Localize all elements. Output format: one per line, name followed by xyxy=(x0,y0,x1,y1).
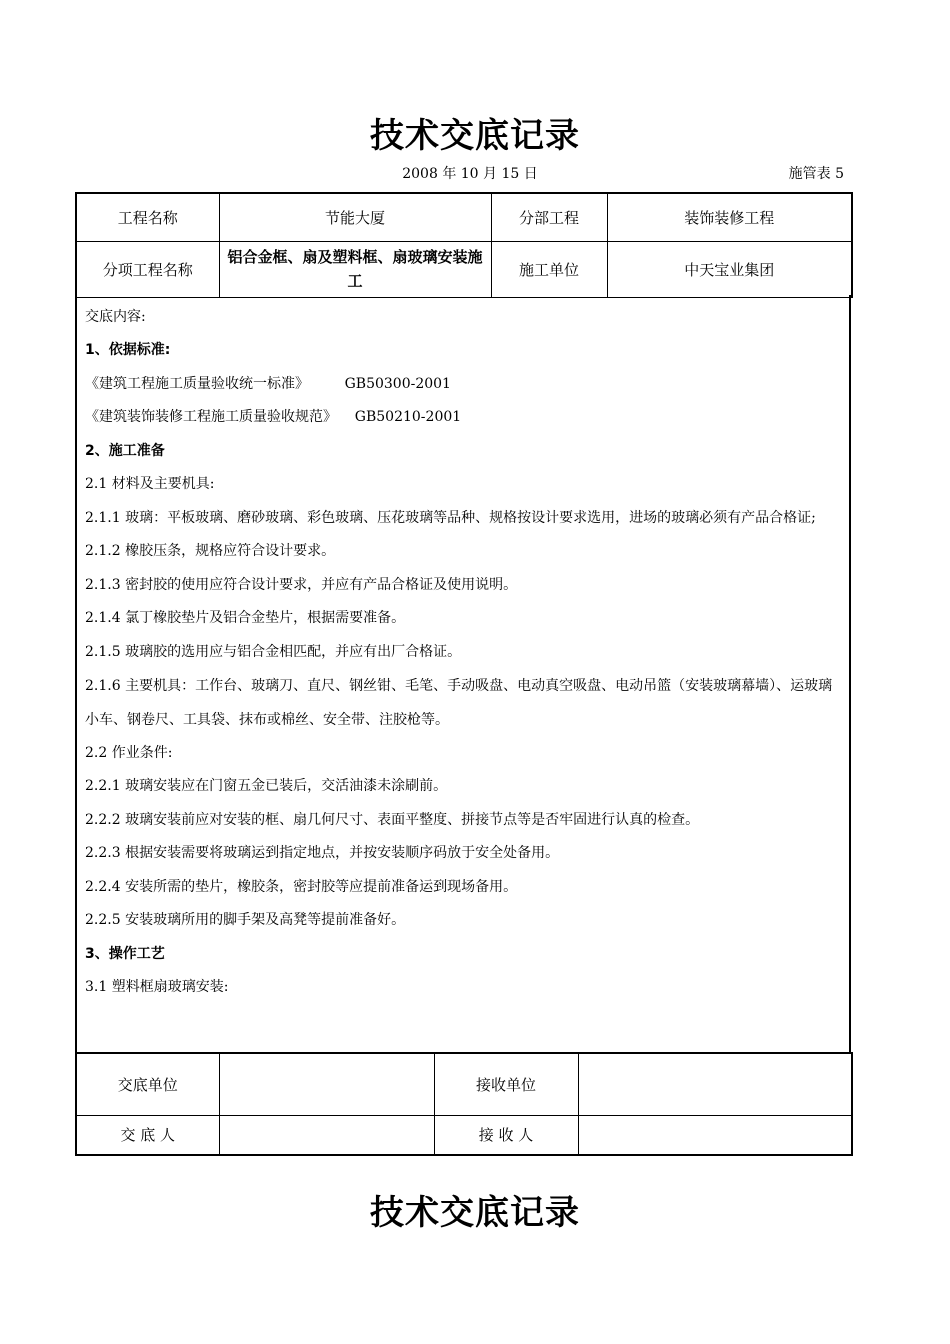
content-line: 2.1.5 玻璃胶的选用应与铝合金相匹配，并应有出厂合格证。 xyxy=(85,643,462,660)
content-heading: 交底内容: xyxy=(85,309,146,325)
document-title: 技术交底记录 xyxy=(370,116,580,156)
receiver-unit-field[interactable] xyxy=(578,1053,852,1115)
issuer-unit-label: 交底单位 xyxy=(76,1053,219,1115)
project-name-label: 工程名称 xyxy=(76,193,219,241)
section-heading: 1、依据标准: xyxy=(85,342,171,359)
header-table xyxy=(75,192,853,298)
division-value: 装饰装修工程 xyxy=(607,193,852,241)
signature-table xyxy=(75,1052,853,1156)
content-line: 2.2.5 安装玻璃所用的脚手架及高凳等提前准备好。 xyxy=(85,912,406,929)
issuer-person-label: 交 底 人 xyxy=(76,1115,219,1155)
content-line: 2.2.2 玻璃安装前应对安装的框、扇几何尺寸、表面平整度、拼接节点等是否牢固进行认真的检查。 xyxy=(85,811,700,828)
section-heading: 3、操作工艺 xyxy=(85,945,165,962)
receiver-person-label: 接 收 人 xyxy=(434,1115,578,1155)
content-line: 2.1.1 玻璃：平板玻璃、磨砂玻璃、彩色玻璃、压花玻璃等品种、规格按设计要求选用，进场的玻璃必须有产品合格证; xyxy=(85,510,816,527)
section-heading: 2、施工准备 xyxy=(85,442,165,459)
receiver-person-field[interactable] xyxy=(578,1115,852,1155)
content-line: 2.1.6 主要机具：工作台、玻璃刀、直尺、钢丝钳、毛笔、手动吸盘、电动真空吸盘、电动吊篮（安装玻璃幕墙）、运玻璃小车、钢卷尺、工具袋、抹布或棉丝、安全带、注胶枪等。 xyxy=(85,678,833,729)
content-line: 2.1.4 氯丁橡胶垫片及铝合金垫片，根据需要准备。 xyxy=(85,610,406,627)
division-label: 分部工程 xyxy=(491,193,607,241)
content-line: 2.2.3 根据安装需要将玻璃运到指定地点，并按安装顺序码放于安全处备用。 xyxy=(85,845,560,862)
contractor-label: 施工单位 xyxy=(491,241,607,297)
receiver-unit-label: 接收单位 xyxy=(434,1053,578,1115)
project-name-value: 节能大厦 xyxy=(219,193,491,241)
document-date: 2008 年 10 月 15 日 xyxy=(402,166,538,182)
contractor-value: 中天宝业集团 xyxy=(607,241,852,297)
content-line: 《建筑工程施工质量验收统一标准》 GB50300-2001 xyxy=(85,375,451,392)
subitem-value: 铝合金框、扇及塑料框、扇玻璃安装施工 xyxy=(219,241,491,297)
issuer-person-field[interactable] xyxy=(219,1115,434,1155)
subitem-label: 分项工程名称 xyxy=(76,241,219,297)
next-page-title: 技术交底记录 xyxy=(370,1193,580,1233)
content-line: 2.2.4 安装所需的垫片，橡胶条，密封胶等应提前准备运到现场备用。 xyxy=(85,878,518,895)
content-line: 2.1.2 橡胶压条，规格应符合设计要求。 xyxy=(85,543,336,560)
content-line: 2.2 作业条件: xyxy=(85,745,173,762)
disclosure-content xyxy=(75,295,851,1052)
form-number: 施管表 5 xyxy=(788,166,844,182)
content-line: 3.1 塑料框扇玻璃安装: xyxy=(85,978,229,995)
content-line: 2.1.3 密封胶的使用应符合设计要求，并应有产品合格证及使用说明。 xyxy=(85,576,518,593)
content-line: 《建筑装饰装修工程施工质量验收规范》 GB50210-2001 xyxy=(85,409,462,426)
content-line: 2.1 材料及主要机具: xyxy=(85,476,215,493)
content-line: 2.2.1 玻璃安装应在门窗五金已装后，交活油漆未涂刷前。 xyxy=(85,778,448,795)
issuer-unit-field[interactable] xyxy=(219,1053,434,1115)
